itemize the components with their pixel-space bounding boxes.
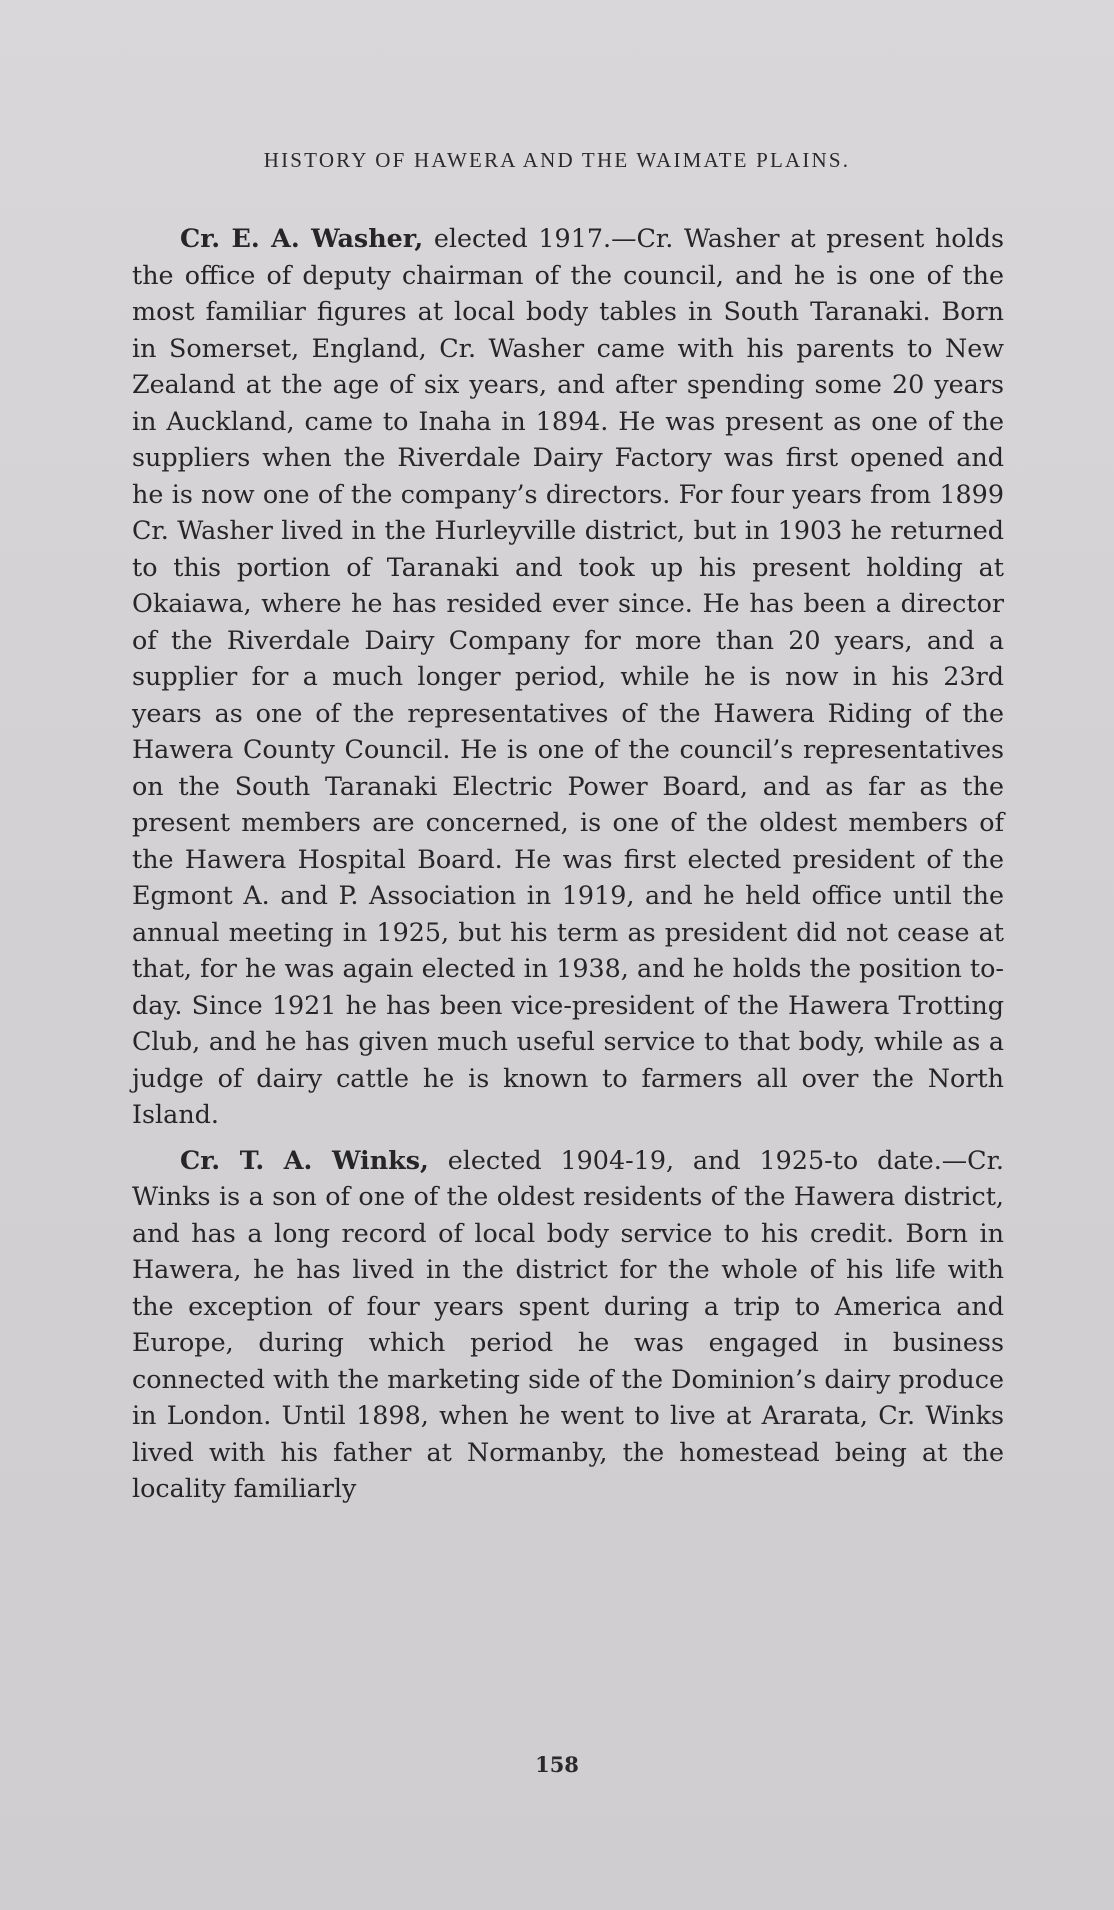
- paragraph-text: elected 1904-19, and 1925-to date.—Cr. Winks is a son of one of the oldest residents of the Hawera district, and has a long record of local body service to his credit. Born in Hawera, he has lived in the district for the whole of his life with the exception of four years spent during a trip to America and Europe, during which period he was engaged in business connected with the marketing side of the Dominion’s dairy produce in London. Until 1898, when he went to live at Ararata, Cr. Winks lived with his father at Normanby, the homestead being at the locality familiarly: [132, 1144, 1005, 1503]
- body-text: [132, 220, 1004, 1516]
- running-head: HISTORY OF HAWERA AND THE WAIMATE PLAINS.: [263, 148, 851, 172]
- paragraph-text: elected 1917.—Cr. Washer at present holds the office of deputy chairman of the council, and he is one of the most familiar figures at local body tables in South Taranaki. Born in Somerset, England, Cr. Washer came with his parents to New Zealand at the age of six years, and after spending some 20 years in Auckland, came to Inaha in 1894. He was present as one of the suppliers when the Riverdale Dairy Factory was first opened and he is now one of the company’s directors. For four years from 1899 Cr. Washer lived in the Hurleyville district, but in 1903 he returned to this portion of Taranaki and took up his present holding at Okaiawa, where he has resided ever since. He has been a director of the Riverdale Dairy Company for more than 20 years, and a supplier for a much longer period, while he is now in his 23rd years as one of the representatives of the Hawera Riding of the Hawera County Council. He is one of the council’s representatives on the South Taranaki Electric Power Board, and as far as the present members are concerned, is one of the oldest members of the Hawera Hospital Board. He was first elected president of the Egmont A. and P. Association in 1919, and he held office until the annual meeting in 1925, but his term as president did not cease at that, for he was again elected in 1938, and he holds the position to-day. Since 1921 he has been vice-president of the Hawera Trotting Club, and he has given much useful service to that body, while as a judge of dairy cattle he is known to farmers all over the North Island.: [132, 223, 1004, 1129]
- councillor-name: Cr. T. A. Winks,: [180, 1144, 429, 1175]
- paragraph-washer: [132, 220, 1004, 1133]
- paragraph-winks: [132, 1142, 1004, 1507]
- page-number: 158: [535, 1752, 579, 1777]
- councillor-name: Cr. E. A. Washer,: [180, 223, 424, 253]
